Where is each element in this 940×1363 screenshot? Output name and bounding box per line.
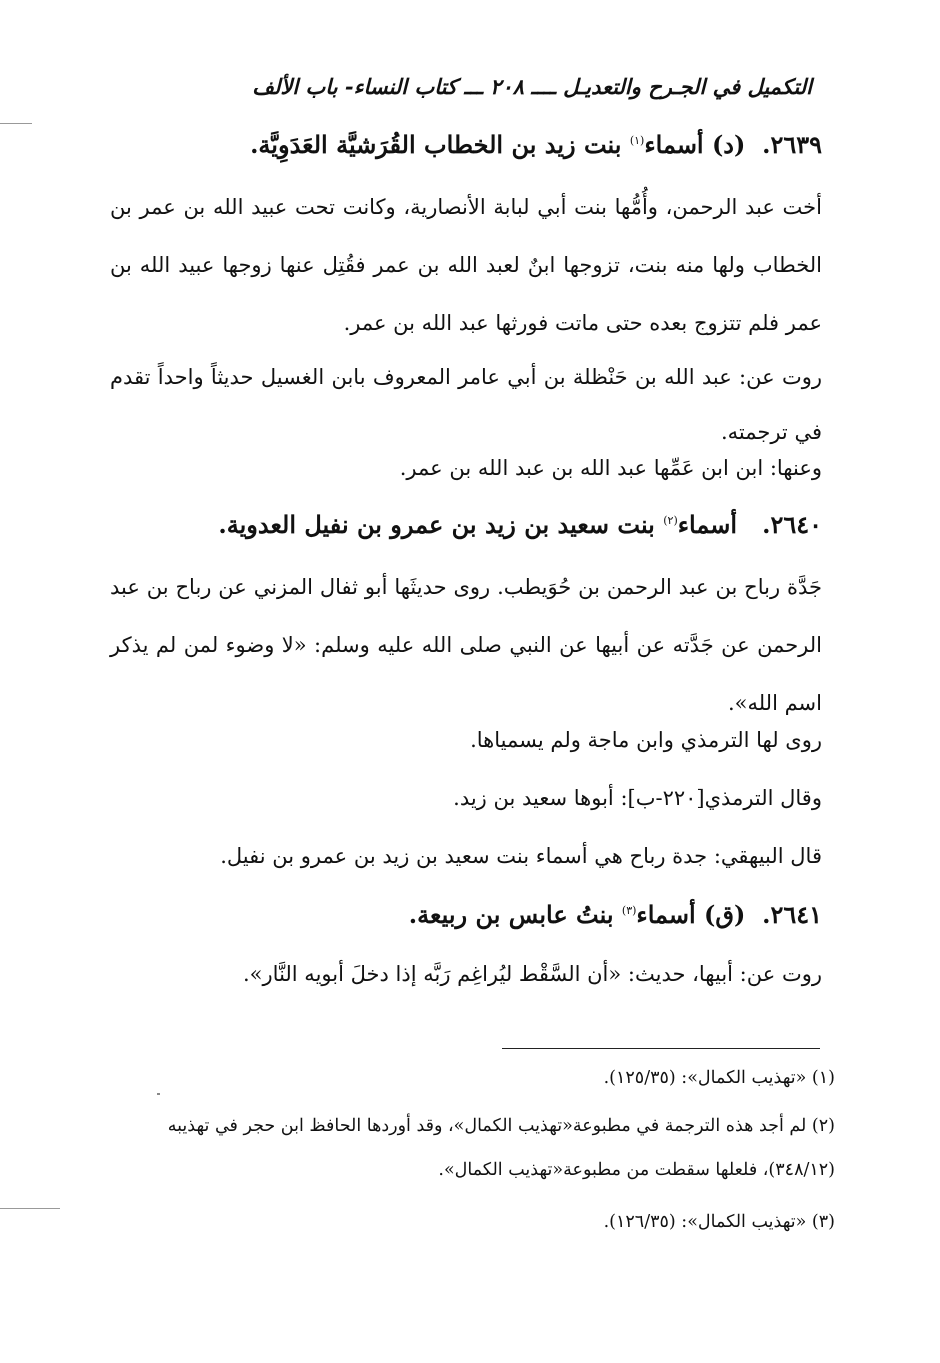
book-code: (د) <box>711 130 746 159</box>
scan-mark <box>0 1208 60 1209</box>
entry-2640-tirmidhi: وقال الترمذي[٢٢٠-ب]: أبوها سعيد بن زيد. <box>453 786 822 810</box>
footnote-separator <box>502 1048 820 1049</box>
entry-2639-narrators: وعنها: ابن ابن عَمِّها عبد الله بن عبد الله بن عمر. <box>399 456 822 480</box>
entry-name: أسماء <box>677 510 737 539</box>
footnote-1: (١) «تهذيب الكمال»: (١٢٥/٣٥). <box>603 1068 835 1088</box>
footnote-2: (٢) لم أجد هذه الترجمة في مطبوعة«تهذيب الكمال»، وقد أوردها الحافظ ابن حجر في تهذيبه (٣٤٨/١٢)، فلعلها سقطت من مطبوعة«تهذيب الكمال». <box>167 1116 835 1180</box>
entry-number: ٢٦٣٩. <box>762 130 822 159</box>
footnote-ref: (١) <box>629 134 645 147</box>
book-code: (ق) <box>704 900 746 929</box>
entry-heading-2639 <box>102 130 822 159</box>
footnote-ref: (٢) <box>663 514 678 527</box>
entry-2639-bio: أخت عبد الرحمن، وأُمُّها بنت أبي لبابة الأنصارية، وكانت تحت عبيد الله بن عمر بن الخطاب ولها منه بنت، تزوجها ابنٌ لعبد الله بن عمر فقُتِل عنها زوجها عبيد الله بن عمر فلم تتزوج بعده حتى ماتت فورثها عبد الله بن عمر. <box>110 195 822 335</box>
entry-number: ٢٦٤١. <box>762 900 822 929</box>
scan-speck <box>157 1093 160 1095</box>
entry-2639-narrated-from: روت عن: عبد الله بن حَنْظلة بن أبي عامر المعروف بابن الغسيل حديثاً واحداً تقدم في ترجمته. <box>110 365 822 444</box>
entry-lineage: بنت زيد بن الخطاب القُرَشيَّة العَدَوِيَّة. <box>250 130 622 159</box>
entry-number: ٢٦٤٠. <box>762 510 822 539</box>
entry-lineage: بنتُ عابس بن ربيعة. <box>408 900 614 929</box>
entry-name: أسماء <box>636 900 696 929</box>
footnote-3: (٣) «تهذيب الكمال»: (١٢٦/٣٥). <box>603 1212 835 1232</box>
entry-2641-narrated-from: روت عن: أبيها، حديث: «أن السَّقْط ليُراغِم رَبَّه إذا دخلَ أبويه النَّار». <box>243 962 822 986</box>
entry-2640-bio: جَدَّة رباح بن عبد الرحمن بن حُوَيطب. روى حديثَها أبو ثفال المزني عن رباح بن عبد الرحمن عن جَدَّته عن أبيها عن النبي صلى الله عليه وسلم: «لا وضوء لمن لم يذكر اسم الله». <box>110 575 822 715</box>
entry-name: أسماء <box>644 130 704 159</box>
entry-2640-bayhaqi: قال البيهقي: جدة رباح هي أسماء بنت سعيد بن زيد بن عمرو بن نفيل. <box>220 844 822 868</box>
entry-heading-2640 <box>102 510 822 539</box>
scan-mark <box>0 123 32 124</box>
footnote-ref: (٣) <box>621 904 637 917</box>
entry-heading-2641 <box>102 900 822 929</box>
entry-lineage: بنت سعيد بن زيد بن عمرو بن نفيل العدوية. <box>218 510 655 539</box>
entry-2640-transmitters: روى لها الترمذي وابن ماجة ولم يسمياها. <box>470 728 822 752</box>
running-header: التكميل في الجـرح والتعديـل ــــ ٢٠٨ ـــ كتاب النساء- باب الألف <box>252 74 812 99</box>
